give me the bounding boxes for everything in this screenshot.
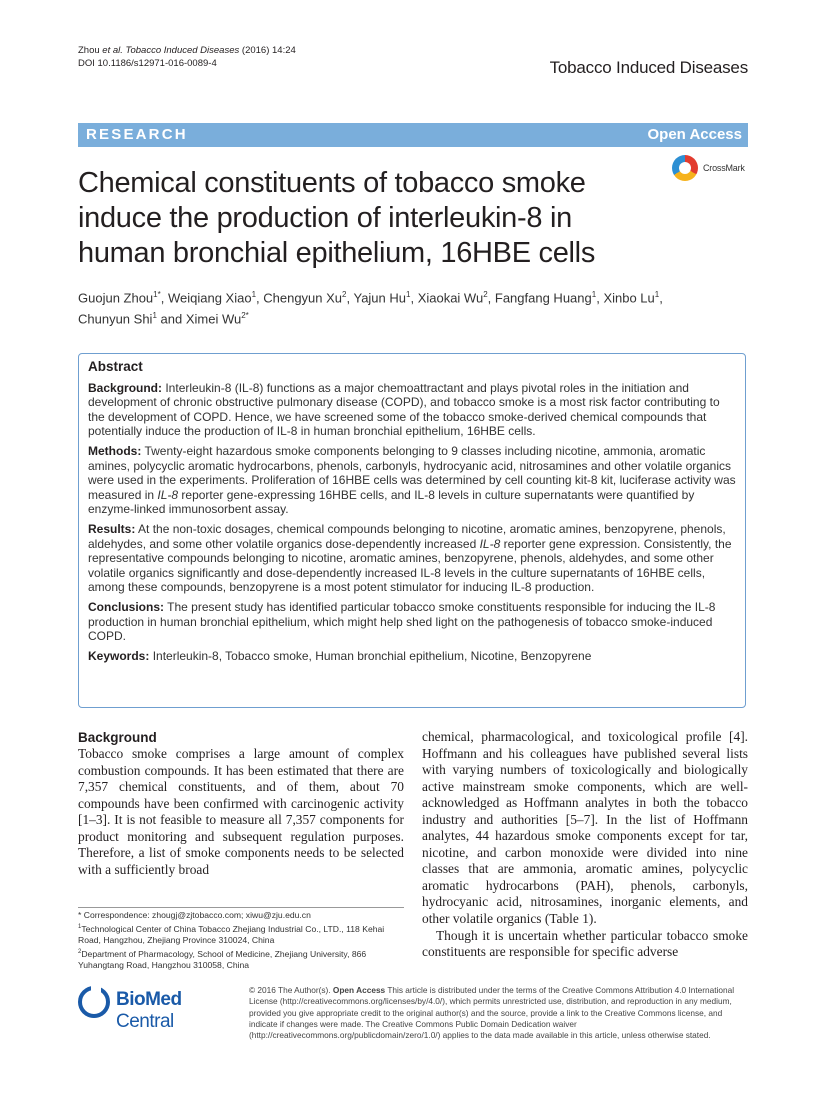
crossmark-label: CrossMark [703,163,745,173]
abstract-heading: Abstract [88,359,143,374]
crossmark-badge[interactable] [672,155,752,187]
author-list: Guojun Zhou$^{1*}$, Weiqiang Xiao$^1$, Chengyun Xu$^2$, Yajun Hu$^1$, Xiaokai Wu$^2$, Fangfang Huang$^1$, Xinbo Lu$^1$, Chunyun Shi$^1$ and Ximei $Wu^{2*}$ [78,290,663,327]
body-paragraph: chemical, pharmacological, and toxicological profile [4]. Hoffmann and his colleagues have published several lists with varying numbers of toxicologically and biologically active mainstream smoke components, which are well-acknowledged as Hoffmann analytes in both the tobacco industry and authorities [5–7]. In the list of Hoffmann analytes, 44 hazardous smoke components except for tar, nicotine, and carbon monoxide were divided into nine classes that are ammonia, aromatic amines, polycyclic aromatic hydrocarbons (PAH), phenols, carbonyls, hydrocyanic acid, nitrosamines, inorganic elements, and other volatile organics (Table 1). [422,729,748,927]
author-name[interactable]: Chengyun Xu [263,290,343,306]
author-affiliation-mark: 1 [251,290,257,299]
biomed-central-logo[interactable] [78,986,238,1032]
affiliation-2: $^2$Department of Pharmacology, School of Medicine, Zhejiang University, 866 Yuhangtang Road, Hangzhou 310058, China [78,948,367,971]
abstract-keywords: Keywords: Interleukin-8, Tobacco smoke, Human bronchial epithelium, Nicotine, Benzopyrene [88,648,592,663]
citation-header [78,44,296,70]
doi[interactable]: DOI 10.1186/s12971-016-0089-4 [78,58,217,69]
author-name[interactable]: Xiaokai Wu [417,290,484,306]
license-text: © 2016 The Author(s). Open Access This article is distributed under the terms of the Creative Commons Attribution 4.0 International License (http://creativecommons.org/licenses/by/4.0/), which permits unrestricted use, distribution, and reproduction in any medium, provided you give appropriate credit to the original author(s) and the source, provide a link to the Creative Commons license, and indicate if changes were made. The Creative Commons Public Domain Dedication waiver (http://creativecommons.org/publicdomain/zero/1.0/) applies to the data made available in this article, unless otherwise stated. [249,985,735,1041]
article-title: Chemical constituents of tobacco smoke induce the production of interleukin-8 in human bronchial epithelium, 16HBE cells [78,167,596,269]
author-name[interactable]: Yajun Hu [353,290,406,306]
author-affiliation-mark: 1 [654,290,660,299]
footnote-divider [78,907,404,908]
abstract-background: Background: Interleukin-8 (IL-8) functions as a major chemoattractant and plays pivotal roles in the initiation and development of chronic obstructive pulmonary disease (COPD), and tobacco smoke is a most risk factor contributing to the development of COPD. Hence, we have screened some of the tobacco smoke-derived chemical compounds that potentially induce the production of IL-8 in human bronchial epithelium, 16HBE cells. [88,380,720,439]
article-type-banner [78,123,748,147]
author-affiliation-mark: 1 [591,290,597,299]
author-name[interactable]: Chunyun Shi [78,311,153,327]
abstract-conclusions: Conclusions: The present study has identified particular tobacco smoke constituents responsible for inducing the IL-8 production in human bronchial epithelium, which might help shed light on the pathogenesis of tobacco smoke-induced COPD. [88,599,716,644]
author-affiliation-mark: 2 [483,290,488,299]
author-affiliation-mark: 1 [406,290,411,299]
footnotes [78,910,408,972]
crossmark-icon [672,155,698,181]
section-heading: Background [78,730,157,745]
abstract-methods: Methods: Twenty-eight hazardous smoke components belonging to 9 classes including nicotine, ammonia, aromatic amines, polycyclic aromatic hydrocarbons, phenols, carbonyls, hydrocyanic acid, nitrosamines and other volatile organics were used in the experiments. Proliferation of 16HBE cells was determined by cell counting kit-8 kit, luciferase activity was measured in IL-8 reporter gene-expressing 16HBE cells, and IL-8 levels in culture supernatants were quantified by enzyme-linked immunosorbent assay. [88,443,736,517]
abstract-box [78,353,746,708]
author-affiliation-mark: 2 [342,290,347,299]
article-type-label: RESEARCH [86,126,188,143]
author-name[interactable]: Guojun Zhou [78,290,154,306]
author-name[interactable]: Weiqiang Xiao [167,290,252,306]
author-name[interactable]: Xinbo Lu [603,290,655,306]
body-column-left [78,729,404,878]
citation-year: (2016) 14:24 [239,45,296,56]
body-paragraph: Tobacco smoke comprises a large amount of complex combustion compounds. It has been estimated that there are 7,357 chemical constituents, and of them, about 70 compounds have been confirmed with carcinogenic activity [1–3]. It is not feasible to measure all 7,357 components for product monitoring and subsequent regulation purposes. Therefore, a list of smoke components needs to be selected with a sufficiently broad [78,746,404,877]
citation-journal: et al. Tobacco Induced Diseases [102,45,240,56]
citation-authors: Zhou [78,45,103,56]
journal-name: Tobacco Induced Diseases [549,58,748,77]
correspondence[interactable]: * Correspondence: zhougj@zjtobacco.com; xiwu@zju.edu.cn [78,910,311,920]
biomed-central-ring-icon [78,986,110,1018]
abstract-results: Results: At the non-toxic dosages, chemical compounds belonging to nicotine, aromatic amines, benzopyrene, phenols, aldehydes, and some other volatile organics dose-dependently increased IL-8 reporter gene expression. Consistently, the representative compounds belonging to nicotine, aromatic amines, benzopyrene, phenols, aldehydes, and some other volatile organics significantly and dose-dependently increased IL-8 levels in the culture supernatants of 16HBE cells, among these compounds, benzopyrene is a most potent stimulator for inducing IL-8 production. [88,521,732,595]
publisher-name: BioMed Central [116,989,182,1032]
affiliation-1: $^1$Technological Center of China Tobacco Zhejiang Industrial Co., LTD., 118 Kehai Road, Hangzhou, Zhejiang Province 310024, China [78,923,385,946]
author-name[interactable]: Fangfang Huang [494,290,592,306]
body-paragraph: Though it is uncertain whether particular tobacco smoke constituents are responsible for specific adverse [422,927,748,960]
author-affiliation-mark: 1 [152,311,157,321]
author-name[interactable]: Ximei Wu [185,311,242,327]
body-column-right [422,729,748,961]
author-affiliation-mark: 1* [153,290,161,299]
open-access-label: Open Access [647,126,742,143]
author-affiliation-mark: 2* [241,311,249,321]
